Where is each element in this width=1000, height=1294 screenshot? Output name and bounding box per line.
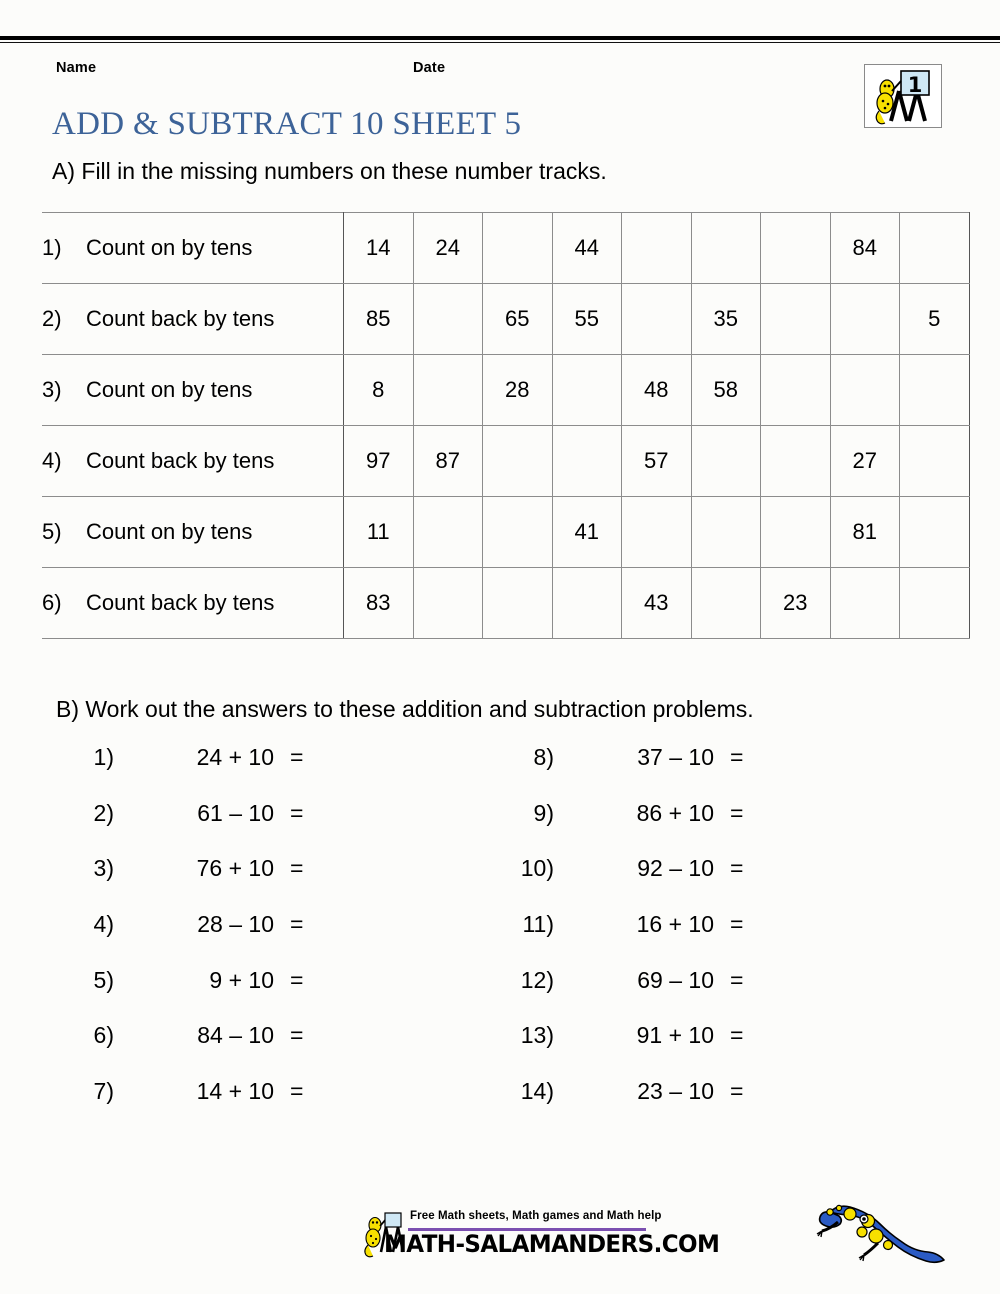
problem-item (68, 967, 388, 1023)
problem-expression: 24 + 10 (196, 744, 274, 770)
track-cell[interactable] (483, 568, 553, 639)
track-cell[interactable] (413, 355, 483, 426)
track-cell[interactable]: 65 (483, 284, 553, 355)
track-cell[interactable] (691, 497, 761, 568)
table-row (42, 355, 969, 426)
track-cell[interactable]: 27 (830, 426, 900, 497)
problem-equals: = (290, 1078, 304, 1105)
problem-equals: = (730, 799, 744, 826)
track-cell[interactable]: 24 (413, 213, 483, 284)
track-cell[interactable] (761, 497, 831, 568)
track-cell[interactable] (552, 355, 622, 426)
track-cell[interactable] (691, 426, 761, 497)
track-cell[interactable]: 44 (552, 213, 622, 284)
problem-equals: = (290, 966, 304, 993)
problem-item (68, 911, 388, 967)
track-cell[interactable] (691, 568, 761, 639)
track-cell[interactable] (830, 568, 900, 639)
track-cell[interactable] (552, 426, 622, 497)
track-label: Count on by tens (86, 235, 253, 260)
section-b-heading: B) Work out the answers to these addition and subtraction problems. (56, 696, 754, 722)
problem-expression: 86 + 10 (636, 799, 714, 826)
problem-equals: = (290, 799, 304, 826)
problem-index: 6) (93, 1022, 114, 1049)
problem-item (508, 1022, 828, 1078)
problem-index: 7) (93, 1078, 114, 1105)
track-label-cell (42, 568, 344, 639)
track-label-cell (42, 355, 344, 426)
track-label-cell (42, 284, 344, 355)
track-cell[interactable]: 83 (344, 568, 414, 639)
track-index: 1) (42, 235, 62, 260)
track-label-cell (42, 213, 344, 284)
problems-left-column (68, 744, 388, 1134)
track-cell[interactable]: 87 (413, 426, 483, 497)
track-cell[interactable] (761, 355, 831, 426)
track-index: 3) (42, 377, 62, 402)
track-cell[interactable] (413, 568, 483, 639)
track-cell[interactable] (413, 284, 483, 355)
date-label: Date (413, 60, 446, 76)
track-cell[interactable]: 85 (344, 284, 414, 355)
track-cell[interactable] (900, 355, 970, 426)
table-row (42, 568, 969, 639)
table-row (42, 213, 969, 284)
track-cell[interactable]: 23 (761, 568, 831, 639)
problem-item (508, 800, 828, 856)
track-cell[interactable]: 11 (344, 497, 414, 568)
section-a-heading: A) Fill in the missing numbers on these number tracks. (52, 158, 607, 184)
problem-item (68, 1078, 388, 1134)
track-cell[interactable] (900, 497, 970, 568)
track-cell[interactable] (830, 284, 900, 355)
problem-item (508, 744, 828, 800)
track-cell[interactable] (483, 497, 553, 568)
problem-index: 13) (520, 1022, 554, 1049)
track-index: 5) (42, 519, 62, 544)
track-cell[interactable]: 28 (483, 355, 553, 426)
problem-index: 8) (533, 744, 554, 770)
track-cell[interactable]: 14 (344, 213, 414, 284)
problem-equals: = (290, 1022, 304, 1049)
problem-item (68, 744, 388, 800)
problem-item (68, 800, 388, 856)
problem-expression: 92 – 10 (637, 855, 714, 882)
track-cell[interactable] (761, 213, 831, 284)
problem-index: 4) (93, 911, 114, 938)
track-cell[interactable]: 57 (622, 426, 692, 497)
problem-item (508, 911, 828, 967)
problem-expression: 69 – 10 (637, 966, 714, 993)
problem-index: 12) (520, 966, 554, 993)
problem-index: 14) (520, 1078, 554, 1105)
track-cell[interactable] (622, 497, 692, 568)
track-label-cell (42, 497, 344, 568)
problem-item (68, 855, 388, 911)
track-cell[interactable] (622, 284, 692, 355)
track-label: Count back by tens (86, 306, 275, 331)
page-title: ADD & SUBTRACT 10 SHEET 5 (52, 106, 522, 142)
track-index: 2) (42, 306, 62, 331)
problem-equals: = (730, 966, 744, 993)
track-label: Count back by tens (86, 590, 275, 615)
track-cell[interactable] (900, 213, 970, 284)
problem-item (508, 1078, 828, 1134)
problem-expression: 14 + 10 (196, 1078, 274, 1105)
track-cell[interactable]: 43 (622, 568, 692, 639)
number-tracks-table (42, 212, 970, 639)
track-cell[interactable] (761, 284, 831, 355)
problem-expression: 76 + 10 (196, 855, 274, 882)
track-cell[interactable] (761, 426, 831, 497)
problems-right-column (508, 744, 828, 1134)
top-divider-rule-thin (0, 42, 1000, 43)
problem-equals: = (290, 744, 304, 770)
table-row (42, 426, 969, 497)
track-cell[interactable]: 97 (344, 426, 414, 497)
problem-expression: 61 – 10 (197, 799, 274, 826)
track-label: Count on by tens (86, 377, 253, 402)
problem-index: 3) (93, 855, 114, 882)
track-cell[interactable] (552, 568, 622, 639)
track-cell[interactable]: 84 (830, 213, 900, 284)
problem-expression: 28 – 10 (197, 911, 274, 938)
track-cell[interactable]: 58 (691, 355, 761, 426)
problem-equals: = (730, 1078, 744, 1105)
problem-index: 10) (520, 855, 554, 882)
track-cell[interactable] (483, 213, 553, 284)
salamander-level-badge-icon (864, 64, 942, 128)
footer-domain[interactable]: MATH-SALAMANDERS.COM (384, 1231, 720, 1259)
problem-index: 5) (93, 966, 114, 993)
svg-text:1: 1 (907, 73, 923, 97)
table-row (42, 497, 969, 568)
problem-equals: = (730, 855, 744, 882)
problem-equals: = (290, 855, 304, 882)
problem-item (508, 855, 828, 911)
problem-equals: = (730, 1022, 744, 1049)
problem-expression: 16 + 10 (636, 911, 714, 938)
track-cell[interactable] (622, 213, 692, 284)
track-cell[interactable] (691, 213, 761, 284)
track-cell[interactable] (483, 426, 553, 497)
track-cell[interactable] (830, 355, 900, 426)
problem-expression: 9 + 10 (209, 966, 274, 993)
top-divider-rule (0, 36, 1000, 40)
track-cell[interactable] (900, 426, 970, 497)
problem-item (68, 1022, 388, 1078)
track-cell[interactable] (413, 497, 483, 568)
problem-expression: 23 – 10 (637, 1078, 714, 1105)
track-cell[interactable]: 35 (691, 284, 761, 355)
table-row (42, 284, 969, 355)
name-date-row (56, 60, 856, 80)
problem-index: 2) (93, 799, 114, 826)
track-cell[interactable]: 8 (344, 355, 414, 426)
problem-expression: 37 – 10 (637, 744, 714, 770)
track-index: 4) (42, 448, 62, 473)
track-label-cell (42, 426, 344, 497)
problem-expression: 91 + 10 (636, 1022, 714, 1049)
track-cell[interactable] (900, 568, 970, 639)
name-label: Name (56, 60, 97, 76)
track-label: Count on by tens (86, 519, 253, 544)
problem-index: 11) (522, 911, 554, 938)
track-cell[interactable]: 41 (552, 497, 622, 568)
blue-salamander-icon (806, 1190, 958, 1274)
problem-equals: = (290, 911, 304, 938)
track-index: 6) (42, 590, 62, 615)
footer-tagline: Free Math sheets, Math games and Math help (410, 1210, 662, 1222)
footer-logo[interactable] (358, 1206, 720, 1268)
problem-equals: = (730, 911, 744, 938)
track-cell[interactable]: 48 (622, 355, 692, 426)
problem-item (508, 967, 828, 1023)
problem-expression: 84 – 10 (197, 1022, 274, 1049)
problem-equals: = (730, 744, 744, 770)
track-cell[interactable]: 55 (552, 284, 622, 355)
track-cell[interactable]: 81 (830, 497, 900, 568)
track-cell[interactable]: 5 (900, 284, 970, 355)
track-label: Count back by tens (86, 448, 275, 473)
problem-index: 9) (533, 799, 554, 826)
problem-index: 1) (93, 744, 114, 770)
